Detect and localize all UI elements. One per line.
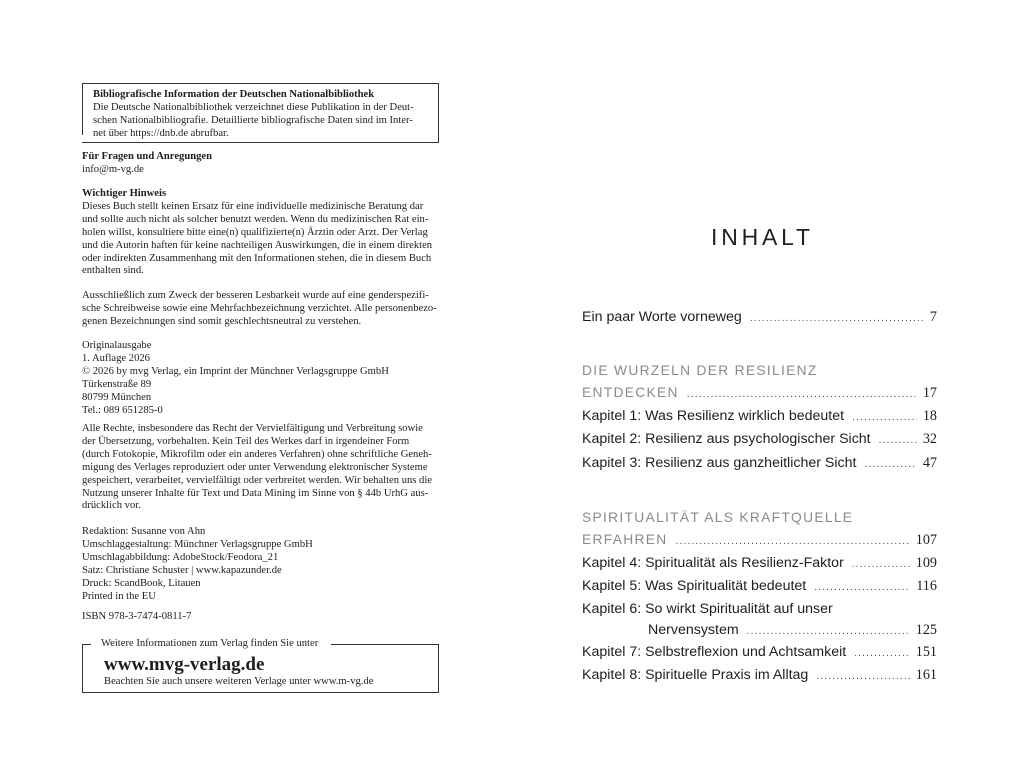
- credit-line: Redaktion: Susanne von Ahn: [82, 526, 206, 537]
- toc-page-number: 125: [915, 622, 937, 638]
- contact-block: [82, 151, 440, 177]
- notice-block: [82, 188, 440, 278]
- gender-note-block: [82, 290, 440, 329]
- toc-entry-label: Kapitel 4: Spiritualität als Resilienz-Faktor: [582, 555, 844, 571]
- leader-dots: [852, 556, 910, 574]
- contents-page: [510, 0, 1020, 773]
- toc-page-number: 161: [915, 667, 937, 683]
- toc-page-number: 7: [929, 309, 937, 325]
- credits-block: [82, 526, 440, 603]
- rights-line: migung des Verlages reproduziert oder unter Verwendung elektronischer Systeme: [82, 461, 428, 473]
- credit-line: Printed in the EU: [82, 590, 156, 602]
- web-caption: Weitere Informationen zum Verlag finden Sie unter: [101, 638, 319, 649]
- toc-entry-label-continued: Nervensystem: [648, 622, 739, 638]
- leader-dots: [864, 456, 916, 474]
- rights-line: Alle Rechte, insbesondere das Recht der Vervielfältigung und Verbreitung sowie: [82, 423, 423, 434]
- toc-page-number: 32: [922, 431, 937, 447]
- credit-line: Druck: ScandBook, Litauen: [82, 577, 201, 589]
- toc-page-number: 17: [922, 385, 937, 401]
- bib-line: Die Deutsche Nationalbibliothek verzeichnet diese Publikation in der Deut-: [93, 101, 414, 113]
- publisher-url[interactable]: www.mvg-verlag.de: [104, 654, 265, 675]
- web-note: Beachten Sie auch unsere weiteren Verlage unter www.m-vg.de: [104, 676, 374, 687]
- toc-entry-chapter-3[interactable]: [582, 454, 937, 474]
- toc-entry-chapter-8[interactable]: [582, 666, 937, 686]
- leader-dots: [676, 533, 910, 551]
- notice-line: und die Autorin haften für keine nachteiligen Auswirkungen, die in einem direkten: [82, 239, 433, 251]
- toc-title: INHALT: [711, 224, 814, 250]
- notice-title: Wichtiger Hinweis: [82, 188, 167, 199]
- bib-title: Bibliografische Information der Deutschen Nationalbibliothek: [93, 89, 375, 100]
- notice-line: Dieses Buch stellt keinen Ersatz für eine individuelle medizinische Beratung dar: [82, 200, 424, 212]
- toc-entry-chapter-7[interactable]: [582, 643, 937, 663]
- toc-entry-label: Kapitel 5: Was Spiritualität bedeutet: [582, 578, 807, 594]
- toc-page-number: 107: [915, 532, 937, 548]
- credit-line: Umschlaggestaltung: Münchner Verlagsgruppe GmbH: [82, 538, 313, 550]
- leader-dots: [687, 386, 917, 404]
- toc-page-number: 18: [922, 408, 937, 424]
- leader-dots: [747, 623, 910, 641]
- toc-section-1[interactable]: [582, 384, 937, 404]
- leader-dots: [816, 668, 909, 686]
- toc-entry-chapter-4[interactable]: [582, 554, 937, 574]
- toc-entry-chapter-6[interactable]: [582, 600, 937, 618]
- notice-line: und sollte auch nicht als solcher benutzt werden. Wenn du medizinischen Rat ein-: [82, 213, 429, 225]
- rights-line: gespeichert, verarbeitet, vervielfältigt oder verbreitet werden. Wir behalten uns die: [82, 474, 432, 486]
- toc-entry-chapter-6-continued[interactable]: [582, 621, 937, 641]
- section-title-1: DIE WURZELN DER RESILIENZ: [582, 363, 818, 378]
- rights-line: drücklich vor.: [82, 500, 141, 512]
- notice-line: oder indirekten Zusammenhang mit den Informationen stehen, die in diesem Buch: [82, 252, 432, 264]
- credit-line: Satz: Christiane Schuster | www.kapazunder.de: [82, 564, 282, 576]
- toc-section-2[interactable]: [582, 531, 937, 551]
- toc-entry-label: Kapitel 1: Was Resilienz wirklich bedeutet: [582, 408, 845, 424]
- leader-dots: [854, 645, 910, 663]
- toc-entry-label: Kapitel 7: Selbstreflexion und Achtsamkeit: [582, 644, 847, 660]
- edition-line: © 2026 by mvg Verlag, ein Imprint der Münchner Verlagsgruppe GmbH: [82, 365, 389, 377]
- toc-page-number: 151: [915, 644, 937, 660]
- toc-entry-label: Kapitel 2: Resilienz aus psychologischer Sicht: [582, 431, 871, 447]
- contact-title: Für Fragen und Anregungen: [82, 151, 212, 162]
- notice-line: holen willst, konsultiere bitte eine(n) qualifizierte(n) Ärztin oder Arzt. Der Verlag: [82, 226, 428, 238]
- contact-email: info@m-vg.de: [82, 163, 144, 175]
- edition-line: Türkenstraße 89: [82, 378, 152, 390]
- gender-line: genen Bezeichnungen sind somit geschlechtsneutral zu verstehen.: [82, 315, 362, 327]
- toc-page-number: 47: [922, 455, 937, 471]
- leader-dots: [852, 409, 917, 427]
- toc-entry-label: Kapitel 3: Resilienz aus ganzheitlicher Sicht: [582, 455, 857, 471]
- toc-entry-chapter-2[interactable]: [582, 430, 937, 450]
- toc-page-number: 116: [916, 578, 937, 594]
- gender-line: Ausschließlich zum Zweck der besseren Lesbarkeit wurde auf eine genderspezifi-: [82, 290, 429, 301]
- isbn: ISBN 978-3-7474-0811-7: [82, 611, 192, 622]
- edition-line: Originalausgabe: [82, 340, 152, 351]
- rights-line: (durch Fotokopie, Mikrofilm oder ein anderes Verfahren) ohne schriftliche Geneh-: [82, 448, 432, 460]
- edition-line: 1. Auflage 2026: [82, 352, 150, 364]
- leader-dots: [750, 310, 924, 328]
- edition-line: 80799 München: [82, 391, 152, 403]
- section-title-line: ERFAHREN: [582, 532, 668, 547]
- toc-page-number: 109: [915, 555, 937, 571]
- credit-line: Umschlagabbildung: AdobeStock/Feodora_21: [82, 551, 279, 563]
- toc-entry-intro[interactable]: [582, 308, 937, 328]
- leader-dots: [879, 432, 917, 450]
- section-title-2: SPIRITUALITÄT ALS KRAFTQUELLE: [582, 510, 854, 525]
- bib-line: schen Nationalbibliografie. Detaillierte bibliografische Daten sind im Inter-: [93, 114, 413, 126]
- toc-entry-label: Kapitel 6: So wirkt Spiritualität auf unser: [582, 601, 833, 617]
- bib-line: net über https://dnb.de abrufbar.: [93, 127, 229, 139]
- edition-block: [82, 340, 440, 417]
- toc-entry-chapter-5[interactable]: [582, 577, 937, 597]
- notice-line: enthalten sind.: [82, 265, 144, 277]
- publisher-web-box: [82, 638, 439, 693]
- toc-entry-label: Kapitel 8: Spirituelle Praxis im Alltag: [582, 667, 809, 683]
- section-title-line: ENTDECKEN: [582, 385, 679, 400]
- rights-line: der Übersetzung, vorbehalten. Kein Teil des Werkes darf in irgendeiner Form: [82, 435, 410, 447]
- rights-line: Nutzung unserer Inhalte für Text und Data Mining im Sinne von § 44b UrhG aus-: [82, 487, 429, 499]
- rights-block: [82, 423, 440, 513]
- toc-entry-chapter-1[interactable]: [582, 407, 937, 427]
- edition-line: Tel.: 089 651285-0: [82, 404, 163, 416]
- leader-dots: [814, 579, 910, 597]
- bibliographic-info-box: [82, 83, 439, 143]
- gender-line: sche Schreibweise sowie eine Mehrfachbezeichnung verzichtet. Alle personenbezo-: [82, 302, 437, 314]
- toc-entry-label: Ein paar Worte vorneweg: [582, 309, 742, 325]
- isbn-block: [82, 611, 440, 624]
